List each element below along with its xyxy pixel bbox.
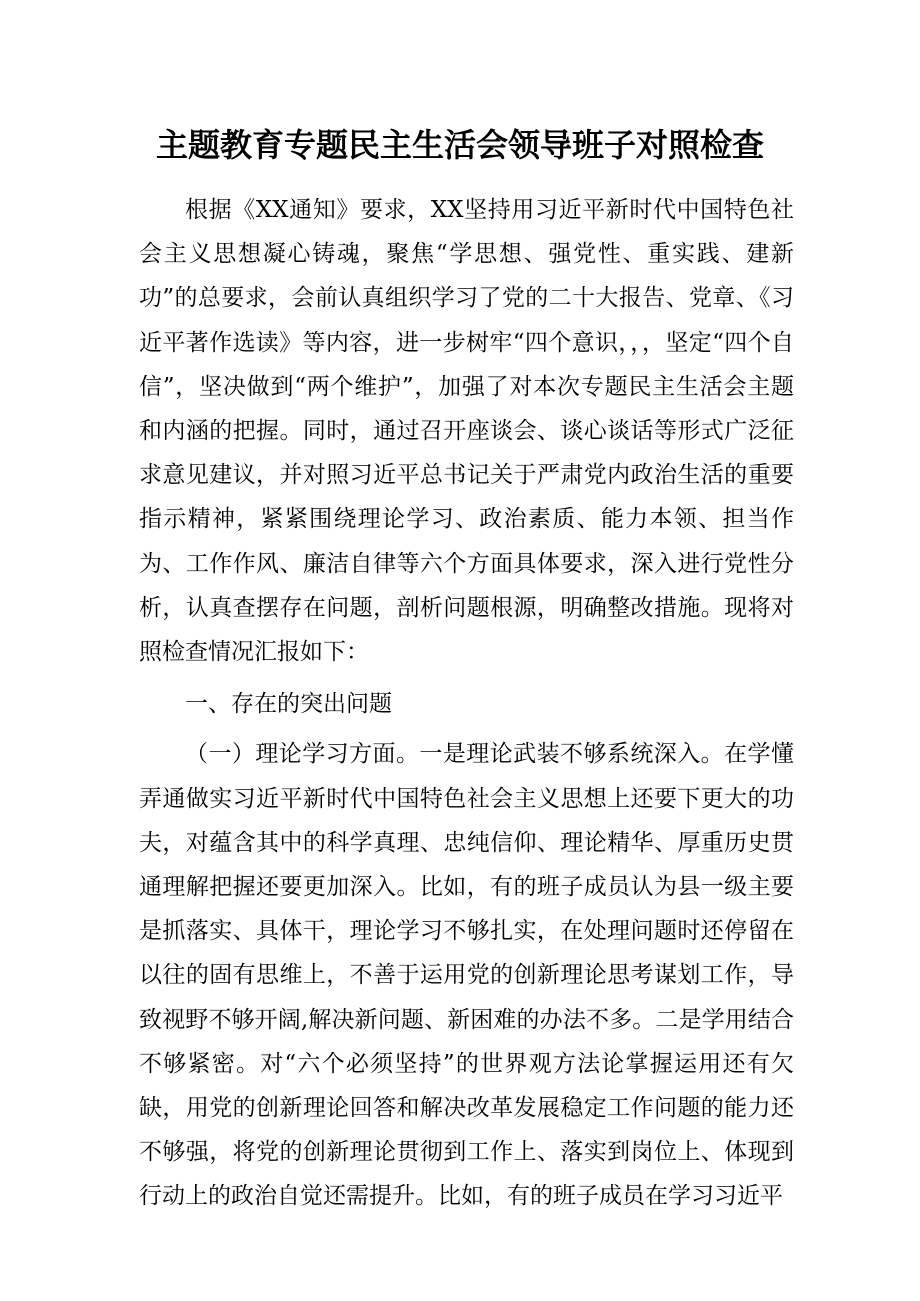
document-title: 主题教育专题民主生活会领导班子对照检查 [155,126,764,164]
section-heading: 一、存在的突出问题 [185,691,392,718]
section-paragraph: （一）理论学习方面。一是理论武装不够系统深入。在学懂弄通做实习近平新时代中国特色社会主义思想上还要下更大的功夫，对蕴含其中的科学真理、忠纯信仰、理论精华、厚重历史贯通理解把握还要更加深入。比如，有的班子成员认为县一级主要是抓落实、具体干，理论学习不够扎实，在处理问题时还停留在以往的固有思维上，不善于运用党的创新理论思考谋划工作，导致视野不够开阔,解决新问题、新困难的办法不多。二是学用结合不够紧密。对“六个必须坚持”的世界观方法论掌握运用还有欠缺，用党的创新理论回答和解决改革发展稳定工作问题的能力还不够强，将党的创新理论贯彻到工作上、落实到岗位上、体现到行动上的政治自觉还需提升。比如，有的班子成员在学习习近平 [139,741,794,1210]
document-body [139,146,794,1219]
intro-paragraph: 根据《XX通知》要求，XX坚持用习近平新时代中国特色社会主义思想凝心铸魂，聚焦“学思想、强党性、重实践、建新功”的总要求，会前认真组织学习了党的二十大报告、党章、《习近平著作选读》等内容，进一步树牢“四个意识，，，坚定“四个自信”，坚决做到“两个维护”，加强了对本次专题民主生活会主题和内涵的把握。同时，通过召开座谈会、谈心谈话等形式广泛征求意见建议，并对照习近平总书记关于严肃党内政治生活的重要指示精神，紧紧围绕理论学习、政治素质、能力本领、担当作为、工作作风、廉洁自律等六个方面具体要求，深入进行党性分析，认真查摆存在问题，剖析问题根源，明确整改措施。现将对照检查情况汇报如下： [139,197,794,666]
